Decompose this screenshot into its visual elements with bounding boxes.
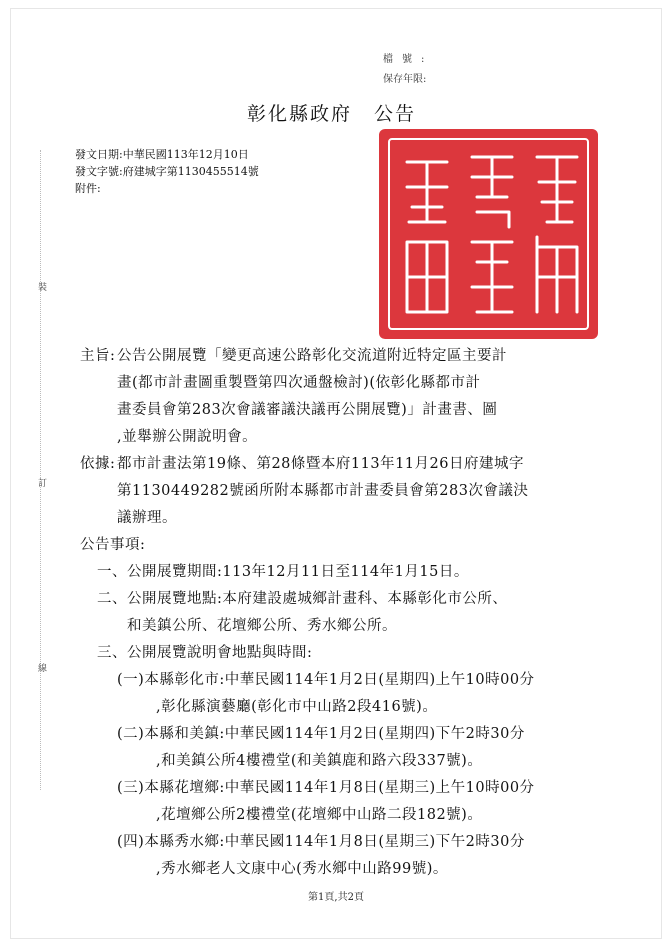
- session-1: (一)本縣彰化市:中華民國114年1月2日(星期四)上午10時00分: [117, 672, 535, 688]
- item-1: 一、公開展覽期間:113年12月11日至114年1月15日。: [97, 564, 469, 580]
- subject-line: 公告公開展覽「變更高速公路彰化交流道附近特定區主要計: [117, 348, 507, 364]
- agency-name: 彰化縣政府: [247, 103, 353, 125]
- document-type: 公告: [374, 103, 417, 125]
- session-3: (三)本縣花壇鄉:中華民國114年1月8日(星期三)上午10時00分: [117, 780, 535, 796]
- subject-label: 主旨:: [80, 348, 116, 364]
- issue-date: 發文日期:中華民國113年12月10日: [75, 148, 249, 161]
- retention-period-label: 保存年限:: [383, 74, 427, 85]
- subject-line: 畫(都市計畫圖重製暨第四次通盤檢討)(依彰化縣都市計: [117, 375, 481, 391]
- basis-line: 議辦理。: [117, 510, 177, 526]
- binding-mark-xian: 線: [38, 664, 48, 674]
- attachment-label: 附件:: [75, 182, 101, 195]
- items-heading: 公告事項:: [80, 537, 146, 553]
- issue-number: 發文字號:府建城字第1130455514號: [75, 165, 259, 178]
- binding-mark-ding: 訂: [38, 479, 48, 489]
- file-number-label: 檔號:: [383, 54, 434, 65]
- basis-label: 依據:: [80, 456, 116, 472]
- binding-mark-zhuang: 裝: [38, 283, 48, 293]
- item-2: 二、公開展覽地點:本府建設處城鄉計畫科、本縣彰化市公所、: [97, 591, 508, 607]
- document-title: [247, 99, 416, 126]
- subject-line: 畫委員會第283次會議審議決議再公開展覽)」計畫書、圖: [117, 402, 498, 418]
- session-1-venue: ,彰化縣演藝廳(彰化市中山路2段416號)。: [156, 699, 438, 715]
- official-seal: [377, 127, 600, 341]
- session-2: (二)本縣和美鎮:中華民國114年1月2日(星期四)下午2時30分: [117, 726, 525, 742]
- subject-line: ,並舉辦公開說明會。: [117, 429, 258, 445]
- item-2-continued: 和美鎮公所、花壇鄉公所、秀水鄉公所。: [127, 618, 397, 634]
- page-number: 第1頁,共2頁: [308, 892, 364, 903]
- archive-info: [383, 50, 433, 90]
- session-3-venue: ,花壇鄉公所2樓禮堂(花壇鄉中山路二段182號)。: [156, 807, 483, 823]
- session-4: (四)本縣秀水鄉:中華民國114年1月8日(星期三)下午2時30分: [117, 834, 525, 850]
- session-2-venue: ,和美鎮公所4樓禮堂(和美鎮鹿和路六段337號)。: [156, 753, 483, 769]
- session-4-venue: ,秀水鄉老人文康中心(秀水鄉中山路99號)。: [156, 861, 448, 877]
- item-3: 三、公開展覽說明會地點與時間:: [97, 645, 313, 661]
- basis-line: 都市計畫法第19條、第28條暨本府113年11月26日府建城字: [117, 456, 524, 472]
- binding-line: [40, 150, 41, 790]
- document-meta: [75, 146, 259, 197]
- basis-line: 第1130449282號函所附本縣都市計畫委員會第283次會議決: [117, 483, 529, 499]
